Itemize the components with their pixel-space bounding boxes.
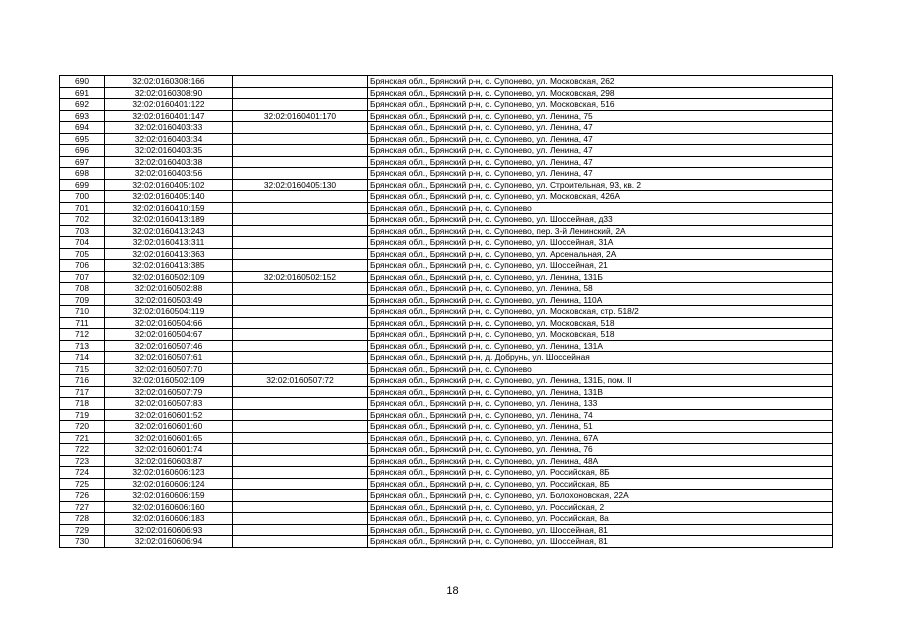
row-number-cell: 691 — [60, 87, 105, 99]
address-cell: Брянская обл., Брянский р-н, с. Супонево, ул. Шоссейная, 81 — [368, 536, 833, 548]
row-number-cell: 705 — [60, 248, 105, 260]
cadastral-number-cell: 32:02:0160403:35 — [105, 145, 233, 157]
cadastral-number-cell: 32:02:0160603:87 — [105, 455, 233, 467]
table-row — [60, 478, 833, 490]
table-row — [60, 237, 833, 249]
table-row — [60, 145, 833, 157]
parent-cadastral-number-cell — [233, 294, 368, 306]
address-cell: Брянская обл., Брянский р-н, с. Супонево — [368, 363, 833, 375]
address-cell: Брянская обл., Брянский р-н, с. Супонево, ул. Ленина, 76 — [368, 444, 833, 456]
row-number-cell: 718 — [60, 398, 105, 410]
parent-cadastral-number-cell — [233, 237, 368, 249]
table-row — [60, 409, 833, 421]
cadastral-number-cell: 32:02:0160507:79 — [105, 386, 233, 398]
address-cell: Брянская обл., Брянский р-н, с. Супонево, ул. Ленина, 110А — [368, 294, 833, 306]
table-row — [60, 501, 833, 513]
address-cell: Брянская обл., Брянский р-н, с. Супонево, ул. Российская, 8Б — [368, 478, 833, 490]
row-number-cell: 704 — [60, 237, 105, 249]
table-row — [60, 122, 833, 134]
table-row — [60, 386, 833, 398]
cadastral-number-cell: 32:02:0160507:83 — [105, 398, 233, 410]
row-number-cell: 715 — [60, 363, 105, 375]
table-row — [60, 87, 833, 99]
address-cell: Брянская обл., Брянский р-н, с. Супонево, ул. Московская, 298 — [368, 87, 833, 99]
row-number-cell: 703 — [60, 225, 105, 237]
address-cell: Брянская обл., Брянский р-н, с. Супонево, ул. Шоссейная, д33 — [368, 214, 833, 226]
table-row — [60, 467, 833, 479]
table-row — [60, 455, 833, 467]
address-cell: Брянская обл., Брянский р-н, с. Супонево, ул. Московская, стр. 518/2 — [368, 306, 833, 318]
parent-cadastral-number-cell — [233, 214, 368, 226]
row-number-cell: 729 — [60, 524, 105, 536]
row-number-cell: 712 — [60, 329, 105, 341]
row-number-cell: 695 — [60, 133, 105, 145]
address-cell: Брянская обл., Брянский р-н, с. Супонево, ул. Ленина, 47 — [368, 145, 833, 157]
row-number-cell: 711 — [60, 317, 105, 329]
cadastral-number-cell: 32:02:0160504:66 — [105, 317, 233, 329]
address-cell: Брянская обл., Брянский р-н, с. Супонево, пер. 3-й Ленинский, 2А — [368, 225, 833, 237]
address-cell: Брянская обл., Брянский р-н, с. Супонево, ул. Арсенальная, 2А — [368, 248, 833, 260]
table-row — [60, 317, 833, 329]
parent-cadastral-number-cell — [233, 248, 368, 260]
address-cell: Брянская обл., Брянский р-н, с. Супонево, ул. Ленина, 47 — [368, 122, 833, 134]
cadastral-number-cell: 32:02:0160502:88 — [105, 283, 233, 295]
parent-cadastral-number-cell — [233, 501, 368, 513]
row-number-cell: 709 — [60, 294, 105, 306]
parent-cadastral-number-cell: 32:02:0160401:170 — [233, 110, 368, 122]
cadastral-number-cell: 32:02:0160502:109 — [105, 271, 233, 283]
parent-cadastral-number-cell — [233, 133, 368, 145]
address-cell: Брянская обл., Брянский р-н, с. Супонево, ул. Ленина, 48А — [368, 455, 833, 467]
parent-cadastral-number-cell — [233, 260, 368, 272]
table-row — [60, 202, 833, 214]
parent-cadastral-number-cell — [233, 340, 368, 352]
row-number-cell: 730 — [60, 536, 105, 548]
cadastral-number-cell: 32:02:0160403:38 — [105, 156, 233, 168]
page-number: 18 — [446, 585, 459, 597]
cadastral-number-cell: 32:02:0160606:160 — [105, 501, 233, 513]
cadastral-number-cell: 32:02:0160405:102 — [105, 179, 233, 191]
address-cell: Брянская обл., Брянский р-н, с. Супонево, ул. Ленина, 47 — [368, 168, 833, 180]
table-row — [60, 432, 833, 444]
address-cell: Брянская обл., Брянский р-н, с. Супонево, ул. Ленина, 75 — [368, 110, 833, 122]
row-number-cell: 707 — [60, 271, 105, 283]
table-row — [60, 214, 833, 226]
parent-cadastral-number-cell — [233, 467, 368, 479]
parent-cadastral-number-cell: 32:02:0160502:152 — [233, 271, 368, 283]
parent-cadastral-number-cell — [233, 398, 368, 410]
address-cell: Брянская обл., Брянский р-н, с. Супонево, ул. Ленина, 131Б, пом. II — [368, 375, 833, 387]
parent-cadastral-number-cell — [233, 202, 368, 214]
row-number-cell: 701 — [60, 202, 105, 214]
cadastral-number-cell: 32:02:0160308:166 — [105, 76, 233, 88]
row-number-cell: 721 — [60, 432, 105, 444]
row-number-cell: 714 — [60, 352, 105, 364]
parent-cadastral-number-cell — [233, 478, 368, 490]
row-number-cell: 728 — [60, 513, 105, 525]
row-number-cell: 724 — [60, 467, 105, 479]
cadastral-number-cell: 32:02:0160403:56 — [105, 168, 233, 180]
parent-cadastral-number-cell — [233, 87, 368, 99]
parent-cadastral-number-cell — [233, 421, 368, 433]
row-number-cell: 717 — [60, 386, 105, 398]
address-cell: Брянская обл., Брянский р-н, с. Супонево, ул. Ленина, 47 — [368, 133, 833, 145]
cadastral-number-cell: 32:02:0160413:385 — [105, 260, 233, 272]
table-row — [60, 375, 833, 387]
table-row — [60, 398, 833, 410]
table-row — [60, 168, 833, 180]
parent-cadastral-number-cell — [233, 352, 368, 364]
row-number-cell: 708 — [60, 283, 105, 295]
address-cell: Брянская обл., Брянский р-н, с. Супонево, ул. Ленина, 47 — [368, 156, 833, 168]
address-cell: Брянская обл., Брянский р-н, с. Супонево, ул. Шоссейная, 31А — [368, 237, 833, 249]
cadastral-number-cell: 32:02:0160413:363 — [105, 248, 233, 260]
parent-cadastral-number-cell — [233, 490, 368, 502]
cadastral-number-cell: 32:02:0160601:52 — [105, 409, 233, 421]
cadastral-number-cell: 32:02:0160308:90 — [105, 87, 233, 99]
parent-cadastral-number-cell — [233, 317, 368, 329]
table-row — [60, 133, 833, 145]
table-row — [60, 294, 833, 306]
parent-cadastral-number-cell — [233, 99, 368, 111]
cadastral-number-cell: 32:02:0160601:65 — [105, 432, 233, 444]
row-number-cell: 720 — [60, 421, 105, 433]
table-row — [60, 513, 833, 525]
cadastral-number-cell: 32:02:0160403:34 — [105, 133, 233, 145]
address-cell: Брянская обл., Брянский р-н, с. Супонево, ул. Московская, 516 — [368, 99, 833, 111]
cadastral-number-cell: 32:02:0160403:33 — [105, 122, 233, 134]
parent-cadastral-number-cell — [233, 76, 368, 88]
address-cell: Брянская обл., Брянский р-н, с. Супонево, ул. Российская, 8Б — [368, 467, 833, 479]
cadastral-number-cell: 32:02:0160606:183 — [105, 513, 233, 525]
row-number-cell: 710 — [60, 306, 105, 318]
address-cell: Брянская обл., Брянский р-н, с. Супонево, ул. Российская, 2 — [368, 501, 833, 513]
row-number-cell: 706 — [60, 260, 105, 272]
row-number-cell: 700 — [60, 191, 105, 203]
table-row — [60, 156, 833, 168]
parent-cadastral-number-cell — [233, 444, 368, 456]
row-number-cell: 697 — [60, 156, 105, 168]
parent-cadastral-number-cell: 32:02:0160507:72 — [233, 375, 368, 387]
cadastral-number-cell: 32:02:0160413:243 — [105, 225, 233, 237]
register-table-body — [60, 76, 833, 548]
address-cell: Брянская обл., Брянский р-н, с. Супонево, ул. Ленина, 67А — [368, 432, 833, 444]
cadastral-number-cell: 32:02:0160601:74 — [105, 444, 233, 456]
table-row — [60, 76, 833, 88]
cadastral-number-cell: 32:02:0160401:147 — [105, 110, 233, 122]
cadastral-number-cell: 32:02:0160606:123 — [105, 467, 233, 479]
parent-cadastral-number-cell — [233, 513, 368, 525]
address-cell: Брянская обл., Брянский р-н, с. Супонево, ул. Болохоновская, 22А — [368, 490, 833, 502]
table-row — [60, 340, 833, 352]
row-number-cell: 719 — [60, 409, 105, 421]
parent-cadastral-number-cell — [233, 283, 368, 295]
row-number-cell: 694 — [60, 122, 105, 134]
address-cell: Брянская обл., Брянский р-н, с. Супонево, ул. Московская, 518 — [368, 317, 833, 329]
parent-cadastral-number-cell — [233, 524, 368, 536]
table-row — [60, 179, 833, 191]
cadastral-number-cell: 32:02:0160507:61 — [105, 352, 233, 364]
row-number-cell: 726 — [60, 490, 105, 502]
row-number-cell: 692 — [60, 99, 105, 111]
table-row — [60, 524, 833, 536]
address-cell: Брянская обл., Брянский р-н, с. Супонево, ул. Московская, 518 — [368, 329, 833, 341]
parent-cadastral-number-cell — [233, 386, 368, 398]
table-row — [60, 444, 833, 456]
row-number-cell: 702 — [60, 214, 105, 226]
row-number-cell: 723 — [60, 455, 105, 467]
cadastral-number-cell: 32:02:0160413:311 — [105, 237, 233, 249]
cadastral-number-cell: 32:02:0160606:159 — [105, 490, 233, 502]
table-row — [60, 283, 833, 295]
table-row — [60, 329, 833, 341]
parent-cadastral-number-cell — [233, 455, 368, 467]
address-cell: Брянская обл., Брянский р-н, с. Супонево, ул. Ленина, 131Б — [368, 271, 833, 283]
table-row — [60, 271, 833, 283]
row-number-cell: 722 — [60, 444, 105, 456]
row-number-cell: 698 — [60, 168, 105, 180]
parent-cadastral-number-cell — [233, 432, 368, 444]
table-row — [60, 490, 833, 502]
row-number-cell: 699 — [60, 179, 105, 191]
address-cell: Брянская обл., Брянский р-н, с. Супонево, ул. Московская, 426А — [368, 191, 833, 203]
parent-cadastral-number-cell — [233, 363, 368, 375]
parent-cadastral-number-cell — [233, 168, 368, 180]
parent-cadastral-number-cell — [233, 329, 368, 341]
address-cell: Брянская обл., Брянский р-н, д. Добрунь, ул. Шоссейная — [368, 352, 833, 364]
parent-cadastral-number-cell — [233, 156, 368, 168]
row-number-cell: 713 — [60, 340, 105, 352]
address-cell: Брянская обл., Брянский р-н, с. Супонево, ул. Российская, 8а — [368, 513, 833, 525]
address-cell: Брянская обл., Брянский р-н, с. Супонево, ул. Шоссейная, 21 — [368, 260, 833, 272]
address-cell: Брянская обл., Брянский р-н, с. Супонево, ул. Ленина, 133 — [368, 398, 833, 410]
table-row — [60, 110, 833, 122]
table-row — [60, 99, 833, 111]
row-number-cell: 727 — [60, 501, 105, 513]
table-row — [60, 352, 833, 364]
table-row — [60, 225, 833, 237]
row-number-cell: 690 — [60, 76, 105, 88]
cadastral-number-cell: 32:02:0160413:189 — [105, 214, 233, 226]
table-row — [60, 536, 833, 548]
cadastral-number-cell: 32:02:0160410:159 — [105, 202, 233, 214]
cadastral-number-cell: 32:02:0160405:140 — [105, 191, 233, 203]
cadastral-number-cell: 32:02:0160504:67 — [105, 329, 233, 341]
cadastral-number-cell: 32:02:0160507:70 — [105, 363, 233, 375]
parent-cadastral-number-cell — [233, 191, 368, 203]
address-cell: Брянская обл., Брянский р-н, с. Супонево — [368, 202, 833, 214]
cadastral-number-cell: 32:02:0160504:119 — [105, 306, 233, 318]
row-number-cell: 725 — [60, 478, 105, 490]
address-cell: Брянская обл., Брянский р-н, с. Супонево, ул. Шоссейная, 81 — [368, 524, 833, 536]
address-cell: Брянская обл., Брянский р-н, с. Супонево, ул. Ленина, 74 — [368, 409, 833, 421]
cadastral-number-cell: 32:02:0160503:49 — [105, 294, 233, 306]
parent-cadastral-number-cell — [233, 306, 368, 318]
table-row — [60, 248, 833, 260]
cadastral-number-cell: 32:02:0160606:94 — [105, 536, 233, 548]
parent-cadastral-number-cell — [233, 122, 368, 134]
cadastral-number-cell: 32:02:0160401:122 — [105, 99, 233, 111]
row-number-cell: 693 — [60, 110, 105, 122]
table-row — [60, 421, 833, 433]
table-row — [60, 306, 833, 318]
address-cell: Брянская обл., Брянский р-н, с. Супонево, ул. Ленина, 131В — [368, 386, 833, 398]
table-row — [60, 363, 833, 375]
cadastral-number-cell: 32:02:0160502:109 — [105, 375, 233, 387]
parent-cadastral-number-cell — [233, 409, 368, 421]
cadastral-number-cell: 32:02:0160601:60 — [105, 421, 233, 433]
parent-cadastral-number-cell — [233, 225, 368, 237]
address-cell: Брянская обл., Брянский р-н, с. Супонево, ул. Строительная, 93, кв. 2 — [368, 179, 833, 191]
address-cell: Брянская обл., Брянский р-н, с. Супонево, ул. Московская, 262 — [368, 76, 833, 88]
address-cell: Брянская обл., Брянский р-н, с. Супонево, ул. Ленина, 51 — [368, 421, 833, 433]
parent-cadastral-number-cell — [233, 536, 368, 548]
table-row — [60, 260, 833, 272]
row-number-cell: 716 — [60, 375, 105, 387]
cadastral-number-cell: 32:02:0160507:46 — [105, 340, 233, 352]
parent-cadastral-number-cell — [233, 145, 368, 157]
address-cell: Брянская обл., Брянский р-н, с. Супонево, ул. Ленина, 131А — [368, 340, 833, 352]
register-table — [59, 75, 833, 548]
address-cell: Брянская обл., Брянский р-н, с. Супонево, ул. Ленина, 58 — [368, 283, 833, 295]
cadastral-number-cell: 32:02:0160606:93 — [105, 524, 233, 536]
cadastral-number-cell: 32:02:0160606:124 — [105, 478, 233, 490]
row-number-cell: 696 — [60, 145, 105, 157]
parent-cadastral-number-cell: 32:02:0160405:130 — [233, 179, 368, 191]
table-row — [60, 191, 833, 203]
